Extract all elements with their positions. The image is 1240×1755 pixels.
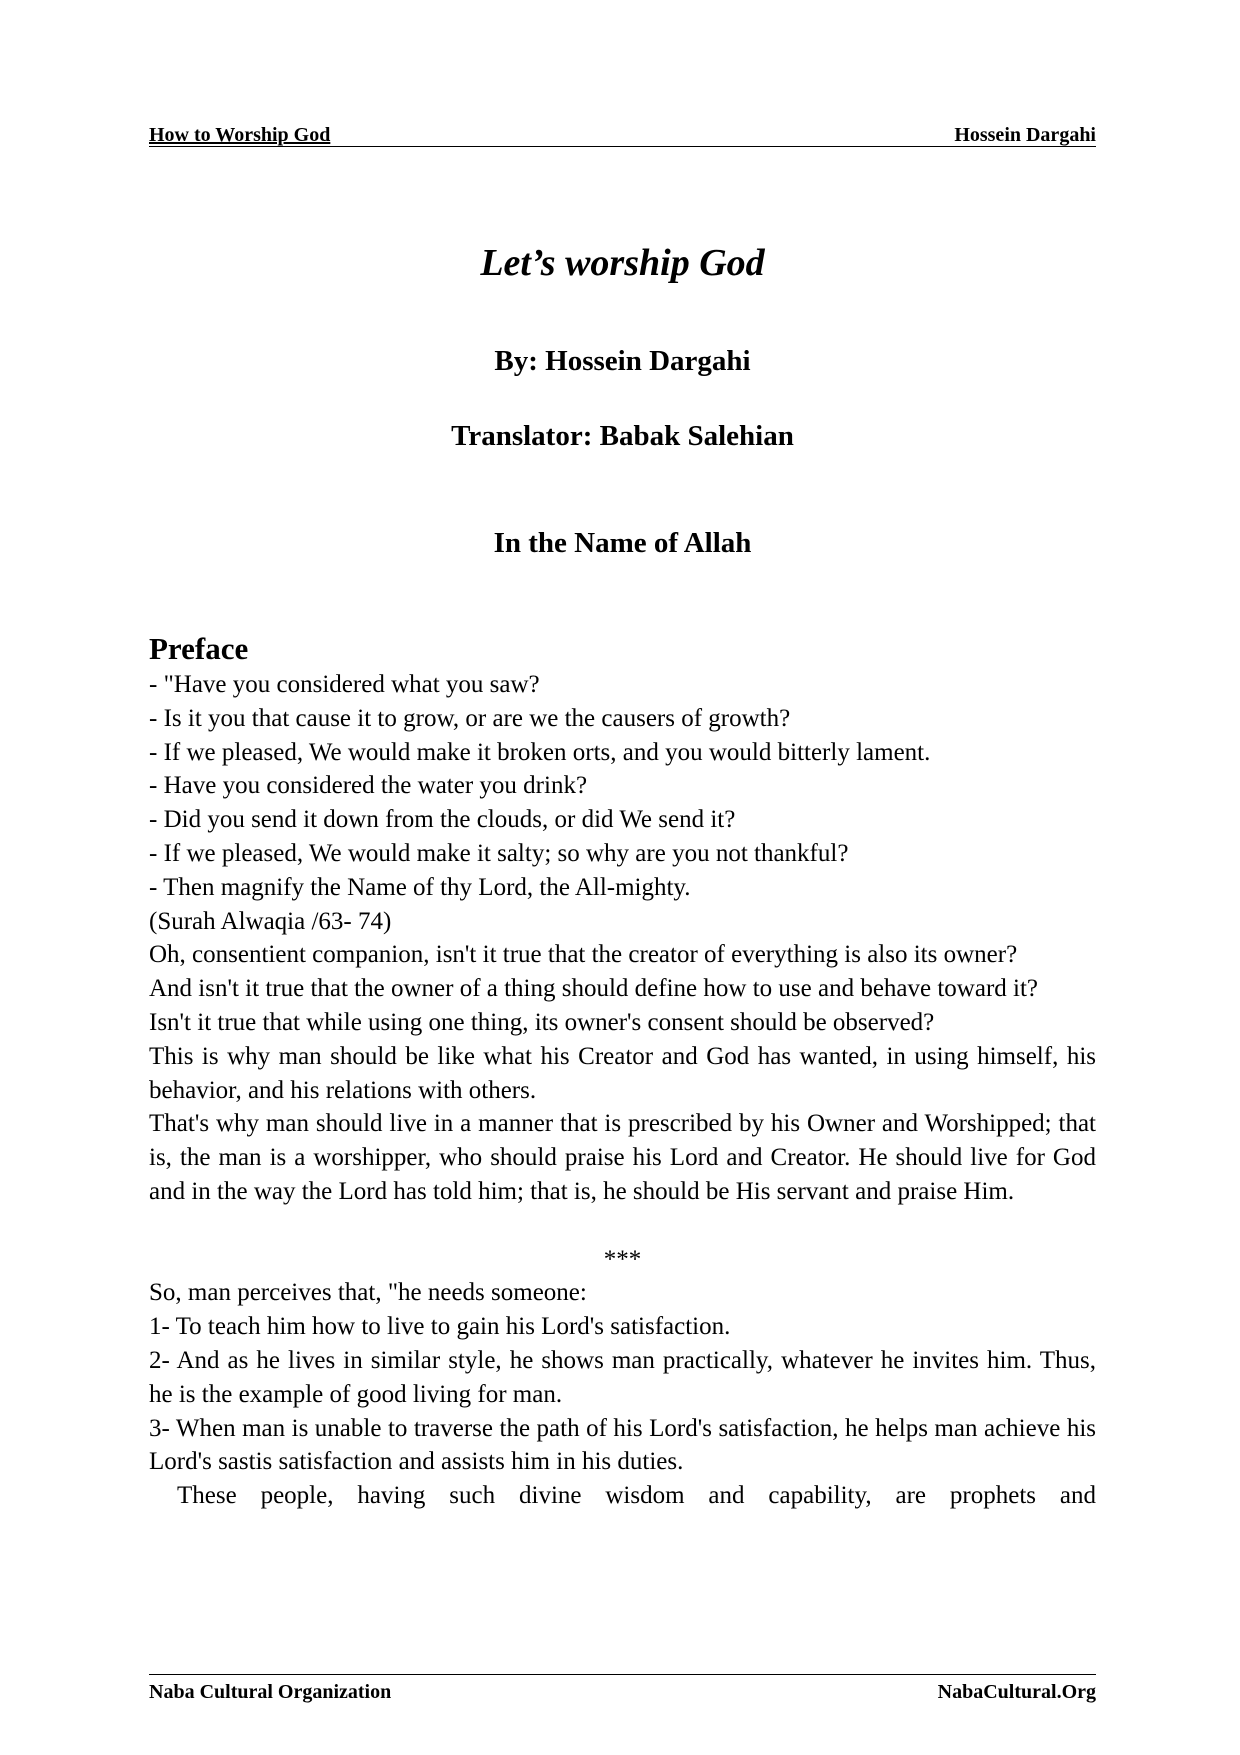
paragraph: Isn't it true that while using one thing, its owner's consent should be observed? bbox=[149, 1008, 935, 1036]
paragraph: These people, having such divine wisdom and capability, are prophets and bbox=[177, 1482, 1096, 1510]
verse-line: - Then magnify the Name of thy Lord, the All-mighty. bbox=[149, 873, 691, 901]
page-header bbox=[149, 122, 1096, 147]
verse-line: - If we pleased, We would make it broken orts, and you would bitterly lament. bbox=[149, 738, 931, 766]
page-footer bbox=[149, 1674, 1096, 1703]
footer-organization: Naba Cultural Organization bbox=[149, 1681, 392, 1703]
verse-line: - Have you considered the water you drink? bbox=[149, 772, 588, 800]
header-book-title: How to Worship God bbox=[149, 124, 331, 146]
list-item: 1- To teach him how to live to gain his Lord's satisfaction. bbox=[149, 1313, 731, 1341]
paragraph: Oh, consentient companion, isn't it true that the creator of everything is also its owner? bbox=[149, 941, 1018, 969]
verse-citation: (Surah Alwaqia /63- 74) bbox=[149, 907, 392, 935]
footer-website: NabaCultural.Org bbox=[937, 1681, 1096, 1703]
blank-line bbox=[149, 1209, 1096, 1243]
paragraph: So, man perceives that, "he needs someone: bbox=[149, 1279, 587, 1307]
list-item: 3- When man is unable to traverse the path of his Lord's satisfaction, he helps man achieve his Lord's sastis satisfaction and assists him in his duties. bbox=[149, 1414, 1096, 1476]
section-separator: *** bbox=[603, 1245, 642, 1273]
preface-body bbox=[149, 668, 1096, 1513]
translator-line: Translator: Babak Salehian bbox=[451, 420, 794, 452]
verse-line: - Did you send it down from the clouds, or did We send it? bbox=[149, 806, 736, 834]
author-line: By: Hossein Dargahi bbox=[494, 345, 751, 377]
verse-line: - "Have you considered what you saw? bbox=[149, 671, 540, 698]
paragraph: This is why man should be like what his Creator and God has wanted, in using himself, his behavior, and his relations with others. bbox=[149, 1042, 1096, 1104]
document-title: Let’s worship God bbox=[480, 242, 765, 284]
paragraph: And isn't it true that the owner of a thing should define how to use and behave toward it? bbox=[149, 975, 1039, 1003]
verse-line: - Is it you that cause it to grow, or are we the causers of growth? bbox=[149, 704, 791, 732]
basmala: In the Name of Allah bbox=[493, 527, 752, 559]
list-item: 2- And as he lives in similar style, he shows man practically, whatever he invites him. Thus, he is the example of good living for man. bbox=[149, 1346, 1096, 1408]
verse-line: - If we pleased, We would make it salty; so why are you not thankful? bbox=[149, 839, 849, 867]
header-author: Hossein Dargahi bbox=[954, 124, 1096, 146]
paragraph: That's why man should live in a manner that is prescribed by his Owner and Worshipped; that is, the man is a worshipper, who should praise his Lord and Creator. He should live for God and in the way the Lord has told him; that is, he should be His servant and praise Him. bbox=[149, 1110, 1096, 1205]
preface-heading: Preface bbox=[149, 631, 249, 666]
